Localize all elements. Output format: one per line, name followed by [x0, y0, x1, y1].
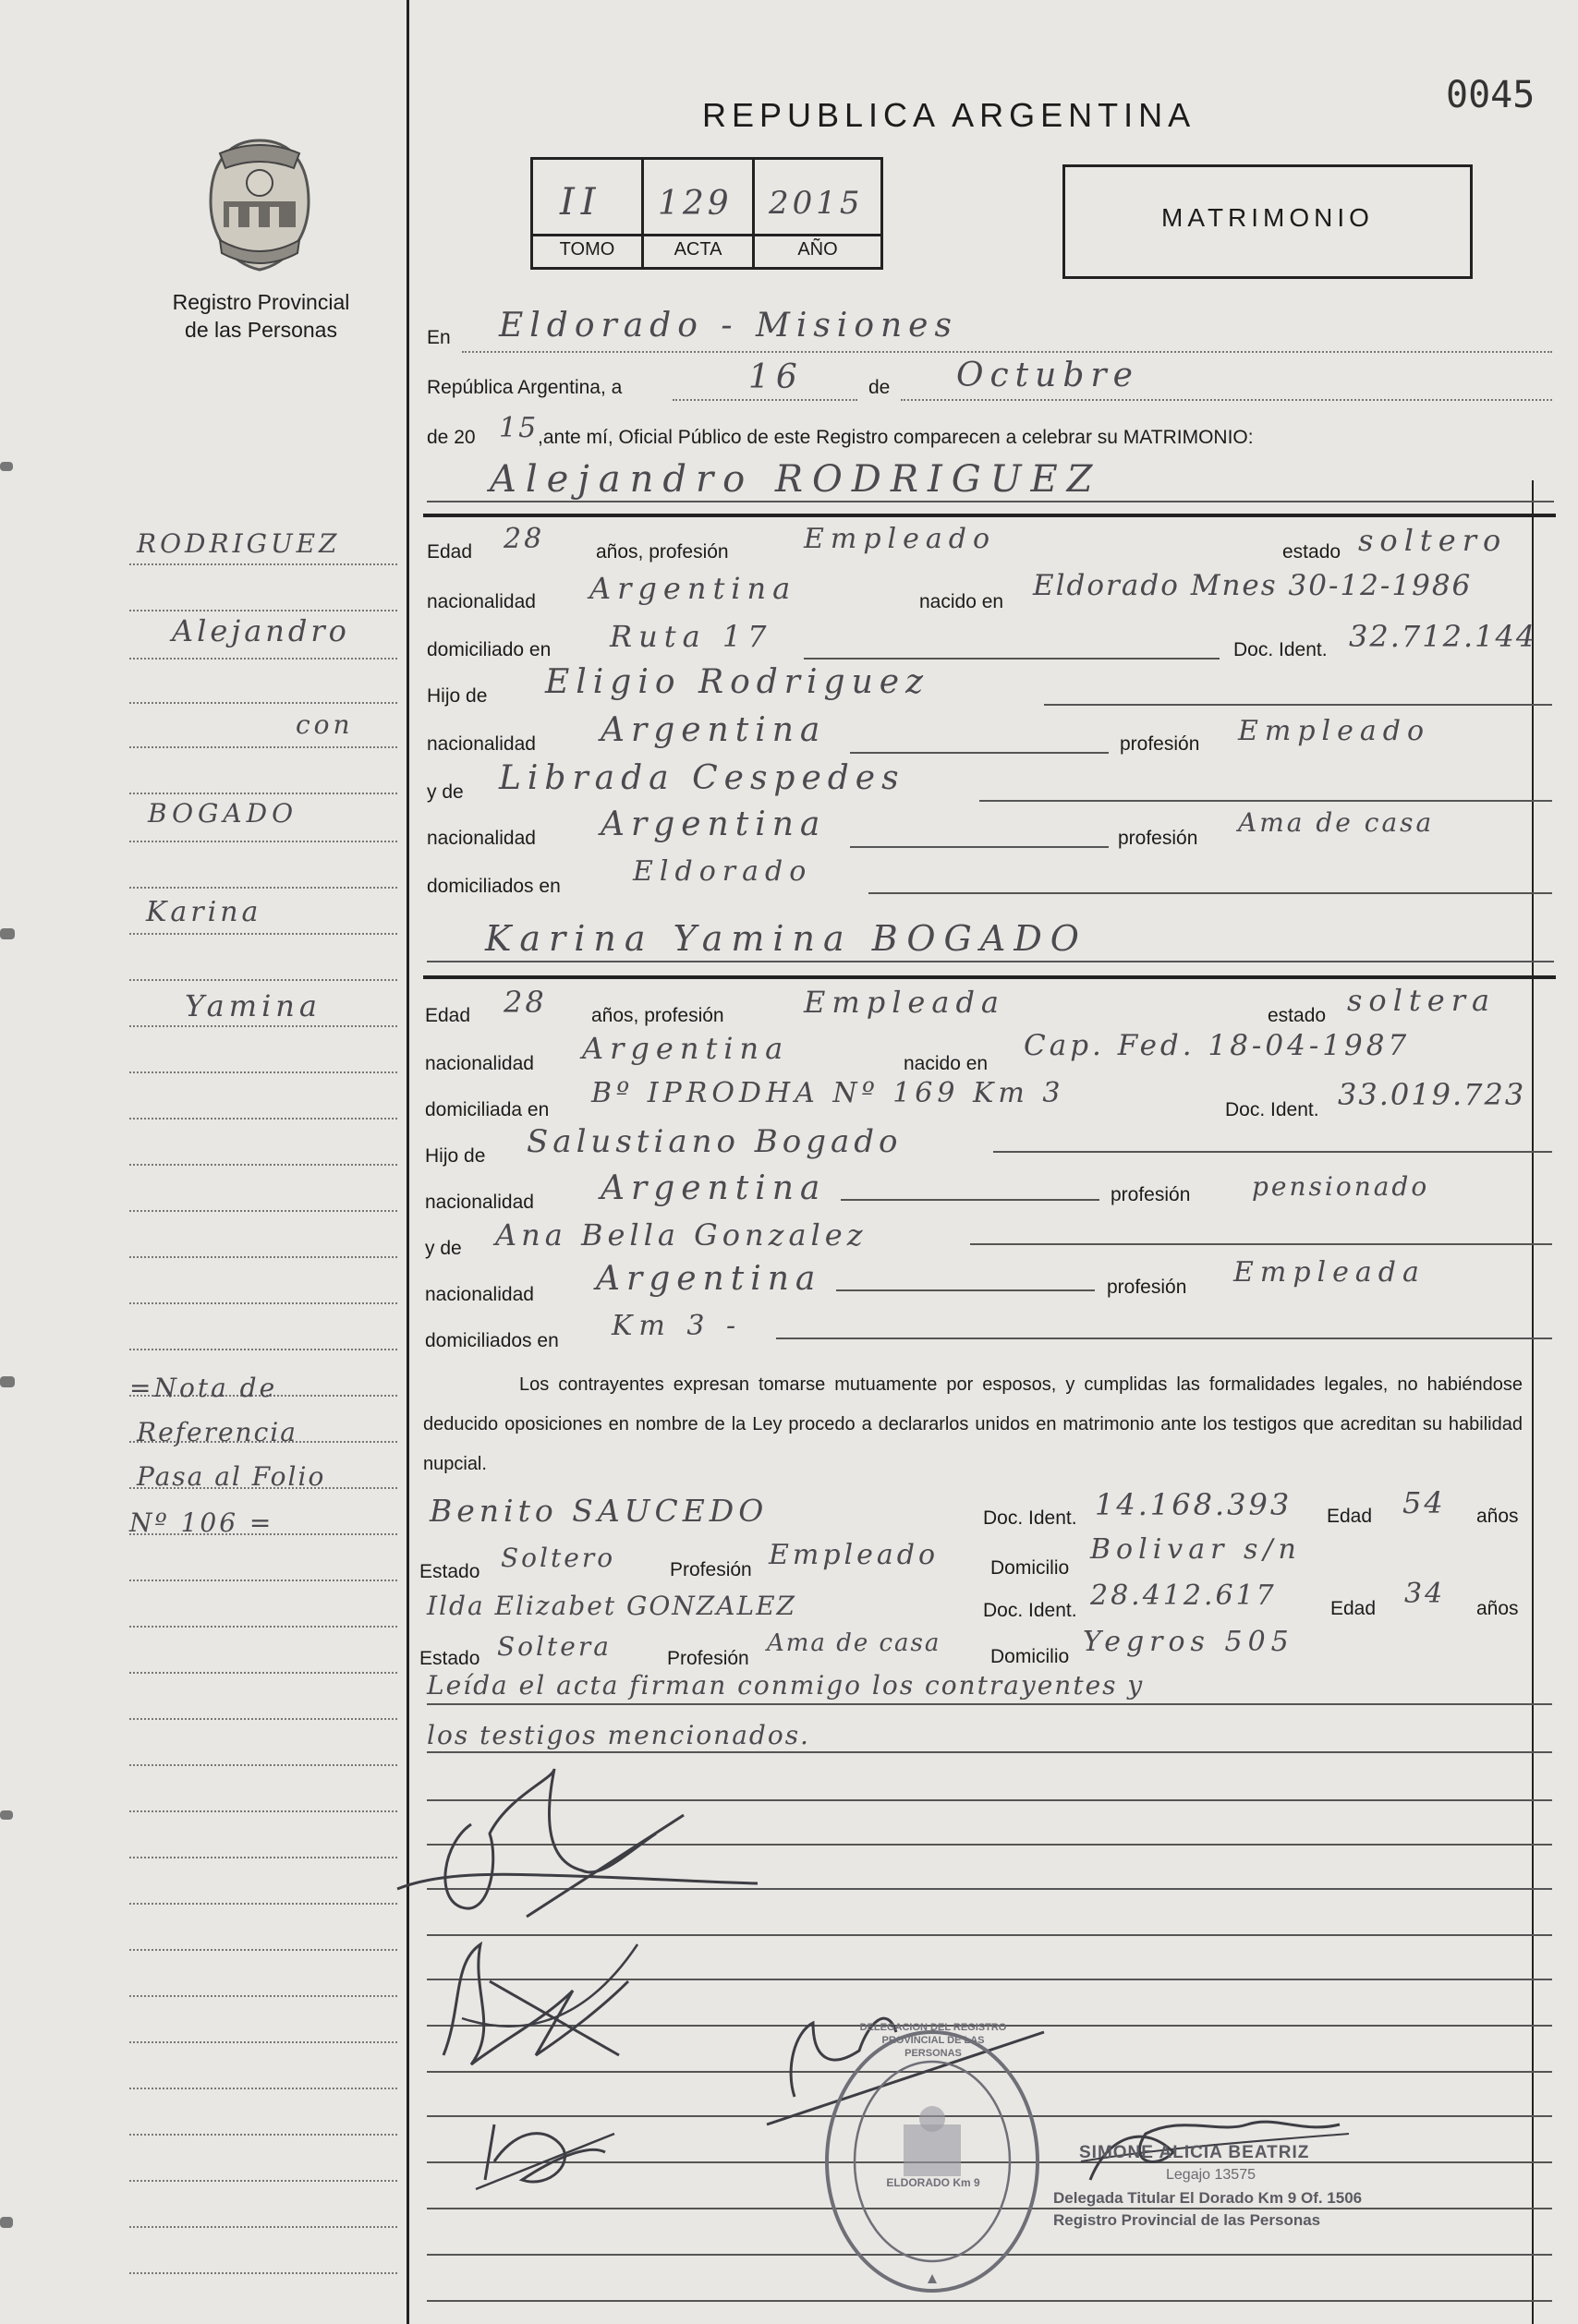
groom-birth: Eldorado Mnes 30-12-1986	[1033, 569, 1473, 602]
label-groom-mother-profesion: profesión	[1118, 828, 1198, 849]
label-witness1-profesion: Profesión	[670, 1559, 752, 1580]
page-number: 0045	[1446, 74, 1536, 116]
label-groom-doc: Doc. Ident.	[1233, 639, 1328, 660]
closing-line2: los testigos mencionados.	[427, 1720, 810, 1750]
bride-mother: Ana Bella Gonzalez	[495, 1217, 868, 1253]
signature-bride	[407, 1926, 656, 2083]
groom-father-nationality: Argentina	[601, 711, 827, 749]
margin-surname1: RODRIGUEZ	[137, 528, 341, 559]
label-witness2-domicilio: Domicilio	[990, 1646, 1070, 1667]
bride-doc: 33.019.723	[1338, 1077, 1526, 1112]
label-bride-edad: Edad	[425, 1005, 471, 1026]
label-witness1-doc: Doc. Ident.	[983, 1507, 1077, 1529]
groom-full-name: Alejandro RODRIGUEZ	[490, 458, 1102, 501]
label-bride-nacido-en: nacido en	[904, 1053, 989, 1074]
label-groom-father-profesion: profesión	[1120, 733, 1200, 755]
label-bride-estado: estado	[1268, 1005, 1327, 1026]
ceremony-year: 15	[499, 412, 539, 444]
official-seal-icon	[819, 2023, 1046, 2300]
witness1-name: Benito SAUCEDO	[430, 1493, 769, 1529]
groom-profession: Empleado	[804, 523, 997, 555]
witness2-address: Yegros 505	[1083, 1626, 1294, 1658]
margin-note-line3: Pasa al Folio	[137, 1461, 326, 1492]
label-groom-anos-profesion: años, profesión	[596, 541, 729, 563]
groom-mother-profession: Ama de casa	[1238, 807, 1435, 838]
record-type: MATRIMONIO	[1161, 203, 1374, 232]
witness-paragraph: Los contrayentes expresan tomarse mutuamente por esposos, y cumplidas las formalidades legales, no habiéndose deducido oposiciones en nombre de la Ley procedo a declararlos unidos en matrimonio ante los testigos que acreditan su habilidad nupcial.	[423, 1374, 1523, 1474]
bride-profession: Empleada	[804, 985, 1005, 1020]
label-witness1-domicilio: Domicilio	[990, 1557, 1070, 1579]
bride-father-profession: pensionado	[1252, 1171, 1430, 1202]
bride-mother-nationality: Argentina	[596, 1260, 822, 1298]
binding-hole	[0, 1810, 13, 1820]
seal-ring-text: DELEGACION DEL REGISTRO PROVINCIAL DE LAS PERSONAS	[859, 2022, 1007, 2059]
groom-father-profession: Empleado	[1238, 715, 1431, 747]
margin-name2b: Yamina	[185, 988, 322, 1023]
groom-doc: 32.712.144	[1349, 619, 1537, 654]
witness2-name: Ilda Elizabet GONZALEZ	[427, 1591, 796, 1621]
witness2-doc: 28.412.617	[1090, 1580, 1277, 1612]
groom-mother: Librada Cespedes	[499, 759, 905, 797]
label-witness1-edad: Edad	[1327, 1506, 1373, 1527]
binding-hole	[0, 462, 13, 471]
tomo-value: II	[560, 181, 602, 224]
label-witness1-anos: años	[1476, 1506, 1519, 1527]
groom-father: Eligio Rodriguez	[545, 663, 930, 701]
label-groom-edad: Edad	[427, 541, 473, 563]
label-groom-father-nacionalidad: nacionalidad	[427, 733, 536, 755]
label-bride-father-profesion: profesión	[1111, 1184, 1191, 1205]
margin-note-line1: =Nota de	[129, 1373, 278, 1403]
bride-address: Bº IPRODHA Nº 169 Km 3	[591, 1077, 1065, 1109]
label-groom-mother-nacionalidad: nacionalidad	[427, 828, 536, 849]
registrar-registry: Registro Provincial de las Personas	[1053, 2211, 1321, 2229]
label-groom-domiciliado: domiciliado en	[427, 639, 552, 660]
label-groom-domiciliados: domiciliados en	[427, 876, 561, 897]
label-bride-domiciliados: domiciliados en	[425, 1330, 559, 1351]
label-groom-nacionalidad: nacionalidad	[427, 591, 536, 612]
witness1-address: Bolivar s/n	[1090, 1533, 1302, 1566]
label-republica: República Argentina, a	[427, 377, 623, 398]
label-bride-hijo-de: Hijo de	[425, 1145, 486, 1167]
registrar-legajo: Legajo 13575	[1166, 2167, 1256, 2183]
witness1-age: 54	[1402, 1485, 1446, 1520]
ceremony-day: 16	[748, 358, 804, 396]
label-ante-mi: ,ante mí, Oficial Público de este Registro comparecen a celebrar su MATRIMONIO:	[538, 427, 1254, 448]
label-witness2-estado: Estado	[419, 1648, 480, 1669]
label-bride-y-de: y de	[425, 1238, 462, 1259]
bride-birth: Cap. Fed. 18-04-1987	[1024, 1029, 1411, 1062]
ceremony-place: Eldorado - Misiones	[499, 307, 958, 345]
registry-name-line2: de las Personas	[185, 318, 337, 342]
margin-name1: Alejandro	[172, 613, 350, 648]
label-witness1-estado: Estado	[419, 1561, 480, 1582]
label-witness2-anos: años	[1476, 1598, 1519, 1619]
witness1-profession: Empleado	[769, 1539, 940, 1571]
label-groom-y-de: y de	[427, 781, 464, 803]
bride-father-nationality: Argentina	[601, 1169, 827, 1207]
label-bride-nacionalidad: nacionalidad	[425, 1053, 534, 1074]
label-bride-anos-profesion: años, profesión	[591, 1005, 724, 1026]
groom-mother-nationality: Argentina	[601, 805, 827, 843]
witness2-age: 34	[1404, 1578, 1446, 1610]
witness1-status: Soltero	[501, 1543, 616, 1573]
binding-hole	[0, 2217, 13, 2228]
label-groom-nacido-en: nacido en	[919, 591, 1004, 612]
label-bride-mother-nacionalidad: nacionalidad	[425, 1284, 534, 1305]
label-groom-estado: estado	[1282, 541, 1341, 563]
bride-civil-status: soltera	[1347, 983, 1497, 1018]
margin-con: con	[296, 709, 354, 740]
anio-label: AÑO	[797, 239, 838, 260]
label-witness2-doc: Doc. Ident.	[983, 1600, 1077, 1621]
label-bride-father-nacionalidad: nacionalidad	[425, 1192, 534, 1213]
signature-witness1	[467, 2106, 624, 2208]
binding-hole	[0, 1376, 15, 1387]
signature-groom	[360, 1760, 776, 1944]
groom-nationality: Argentina	[589, 571, 797, 606]
binding-hole	[0, 928, 15, 939]
seal-city-text: ELDORADO Km 9	[886, 2176, 980, 2189]
bride-father: Salustiano Bogado	[527, 1123, 903, 1160]
label-bride-doc: Doc. Ident.	[1225, 1099, 1319, 1120]
label-bride-domiciliada: domiciliada en	[425, 1099, 550, 1120]
margin-note-line2: Referencia	[137, 1417, 297, 1447]
bride-mother-profession: Empleada	[1233, 1256, 1426, 1289]
margin-surname2: BOGADO	[148, 798, 298, 829]
witness1-doc: 14.168.393	[1095, 1487, 1293, 1522]
bride-age: 28	[504, 985, 547, 1020]
label-witness2-edad: Edad	[1330, 1598, 1377, 1619]
country-title: REPUBLICA ARGENTINA	[702, 96, 1196, 134]
margin-note-line4: Nº 106 =	[129, 1507, 274, 1538]
registrar-office: Delegada Titular El Dorado Km 9 Of. 1506	[1053, 2189, 1363, 2207]
closing-line1: Leída el acta firman conmigo los contrayentes y	[427, 1670, 1145, 1701]
groom-parents-address: Eldorado	[633, 855, 813, 888]
registry-emblem-icon	[201, 137, 318, 273]
bride-nationality: Argentina	[582, 1031, 790, 1066]
margin-name2a: Karina	[146, 896, 262, 928]
bride-parents-address: Km 3 -	[612, 1310, 743, 1342]
groom-age: 28	[504, 523, 545, 555]
groom-address: Ruta 17	[610, 619, 773, 654]
label-de-20: de 20	[427, 427, 476, 448]
right-rule	[1532, 480, 1534, 2324]
label-witness2-profesion: Profesión	[667, 1648, 749, 1669]
label-bride-mother-profesion: profesión	[1107, 1277, 1187, 1298]
witness2-profession: Ama de casa	[767, 1629, 941, 1657]
acta-value: 129	[658, 185, 733, 223]
bride-full-name: Karina Yamina BOGADO	[485, 918, 1087, 959]
label-groom-hijo-de: Hijo de	[427, 685, 488, 707]
label-en: En	[427, 327, 451, 348]
ceremony-month: Octubre	[956, 357, 1139, 394]
groom-civil-status: soltero	[1358, 523, 1508, 558]
label-de: de	[868, 377, 891, 398]
registry-name-line1: Registro Provincial	[172, 290, 350, 314]
acta-label: ACTA	[674, 239, 722, 260]
registrar-name: SIMONE ALICIA BEATRIZ	[1079, 2143, 1310, 2162]
anio-value: 2015	[769, 185, 864, 222]
witness2-status: Soltera	[497, 1631, 612, 1662]
tomo-label: TOMO	[559, 239, 615, 260]
